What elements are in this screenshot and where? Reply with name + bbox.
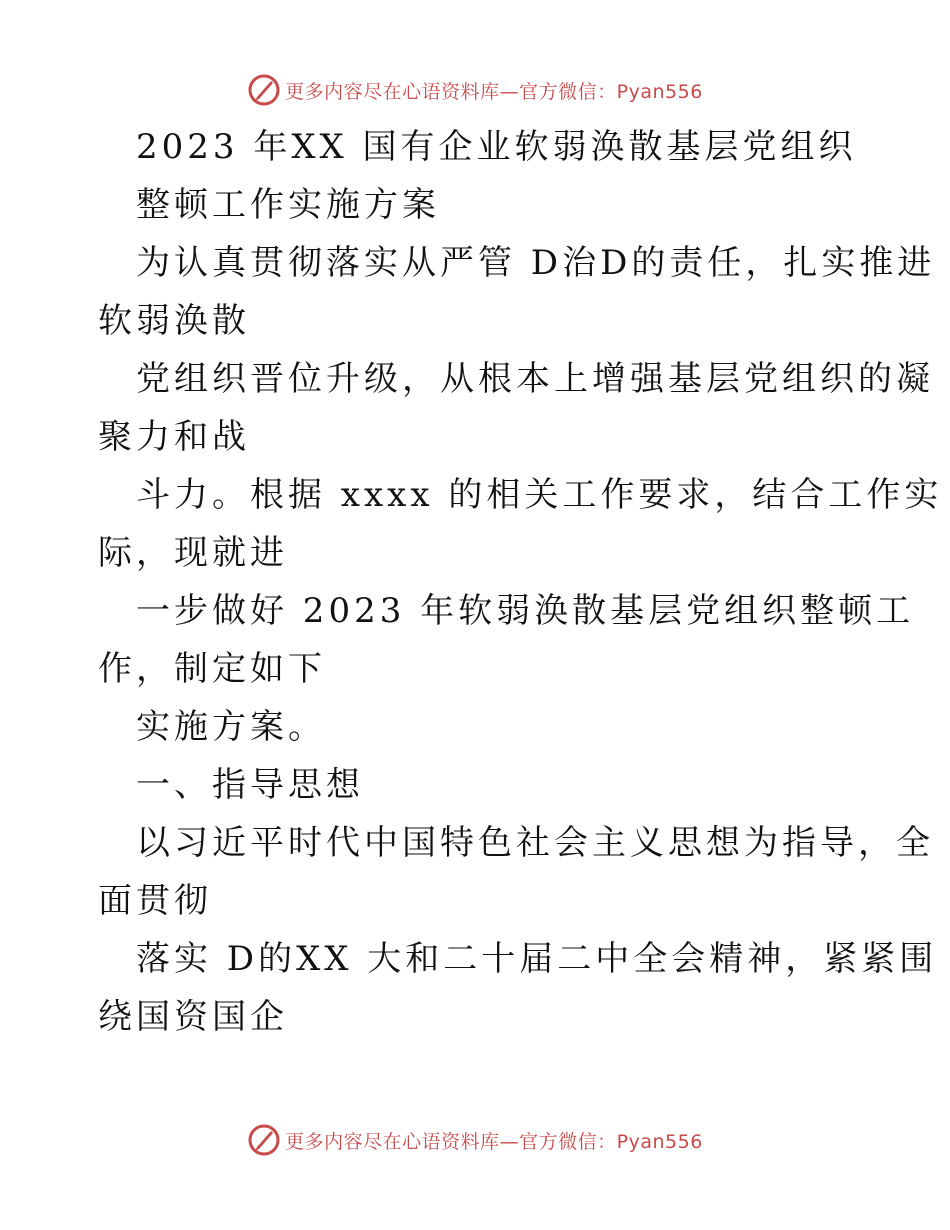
doc-paragraph-line: 际，现就进: [98, 533, 288, 573]
doc-paragraph-line: 以习近平时代中国特色社会主义思想为指导，全: [136, 823, 934, 863]
doc-paragraph-line: 为认真贯彻落实从严管 D治D的责任，扎实推进: [136, 243, 936, 283]
doc-paragraph-line: 党组织晋位升级，从根本上增强基层党组织的凝: [136, 359, 934, 399]
doc-paragraph-line: 绕国资国企: [98, 997, 288, 1037]
doc-paragraph-line: 作，制定如下: [98, 649, 326, 689]
doc-paragraph-line: 软弱涣散: [98, 301, 250, 341]
doc-title-line-1: 2023 年XX 国有企业软弱涣散基层党组织: [136, 127, 857, 167]
footer-watermark-banner: [0, 1120, 950, 1160]
header-watermark-banner: [0, 70, 950, 110]
doc-paragraph-line: 聚力和战: [98, 417, 250, 457]
doc-paragraph-line: 落实 D的XX 大和二十届二中全会精神，紧紧围: [136, 939, 938, 979]
doc-paragraph-line: 面贯彻: [98, 881, 212, 921]
doc-paragraph-line: 斗力。根据 xxxx 的相关工作要求，结合工作实: [136, 475, 943, 515]
header-watermark-text: 更多内容尽在心语资料库—官方微信：Pyan556: [285, 80, 703, 103]
doc-paragraph-line: 实施方案。: [136, 707, 326, 747]
quill-pen-logo-icon: [247, 73, 281, 107]
section-heading: 一、指导思想: [136, 765, 364, 805]
footer-watermark-text: 更多内容尽在心语资料库—官方微信：Pyan556: [285, 1130, 703, 1153]
doc-paragraph-line: 一步做好 2023 年软弱涣散基层党组织整顿工: [136, 591, 915, 631]
quill-pen-logo-icon: [247, 1123, 281, 1157]
doc-title-line-2: 整顿工作实施方案: [136, 185, 440, 225]
